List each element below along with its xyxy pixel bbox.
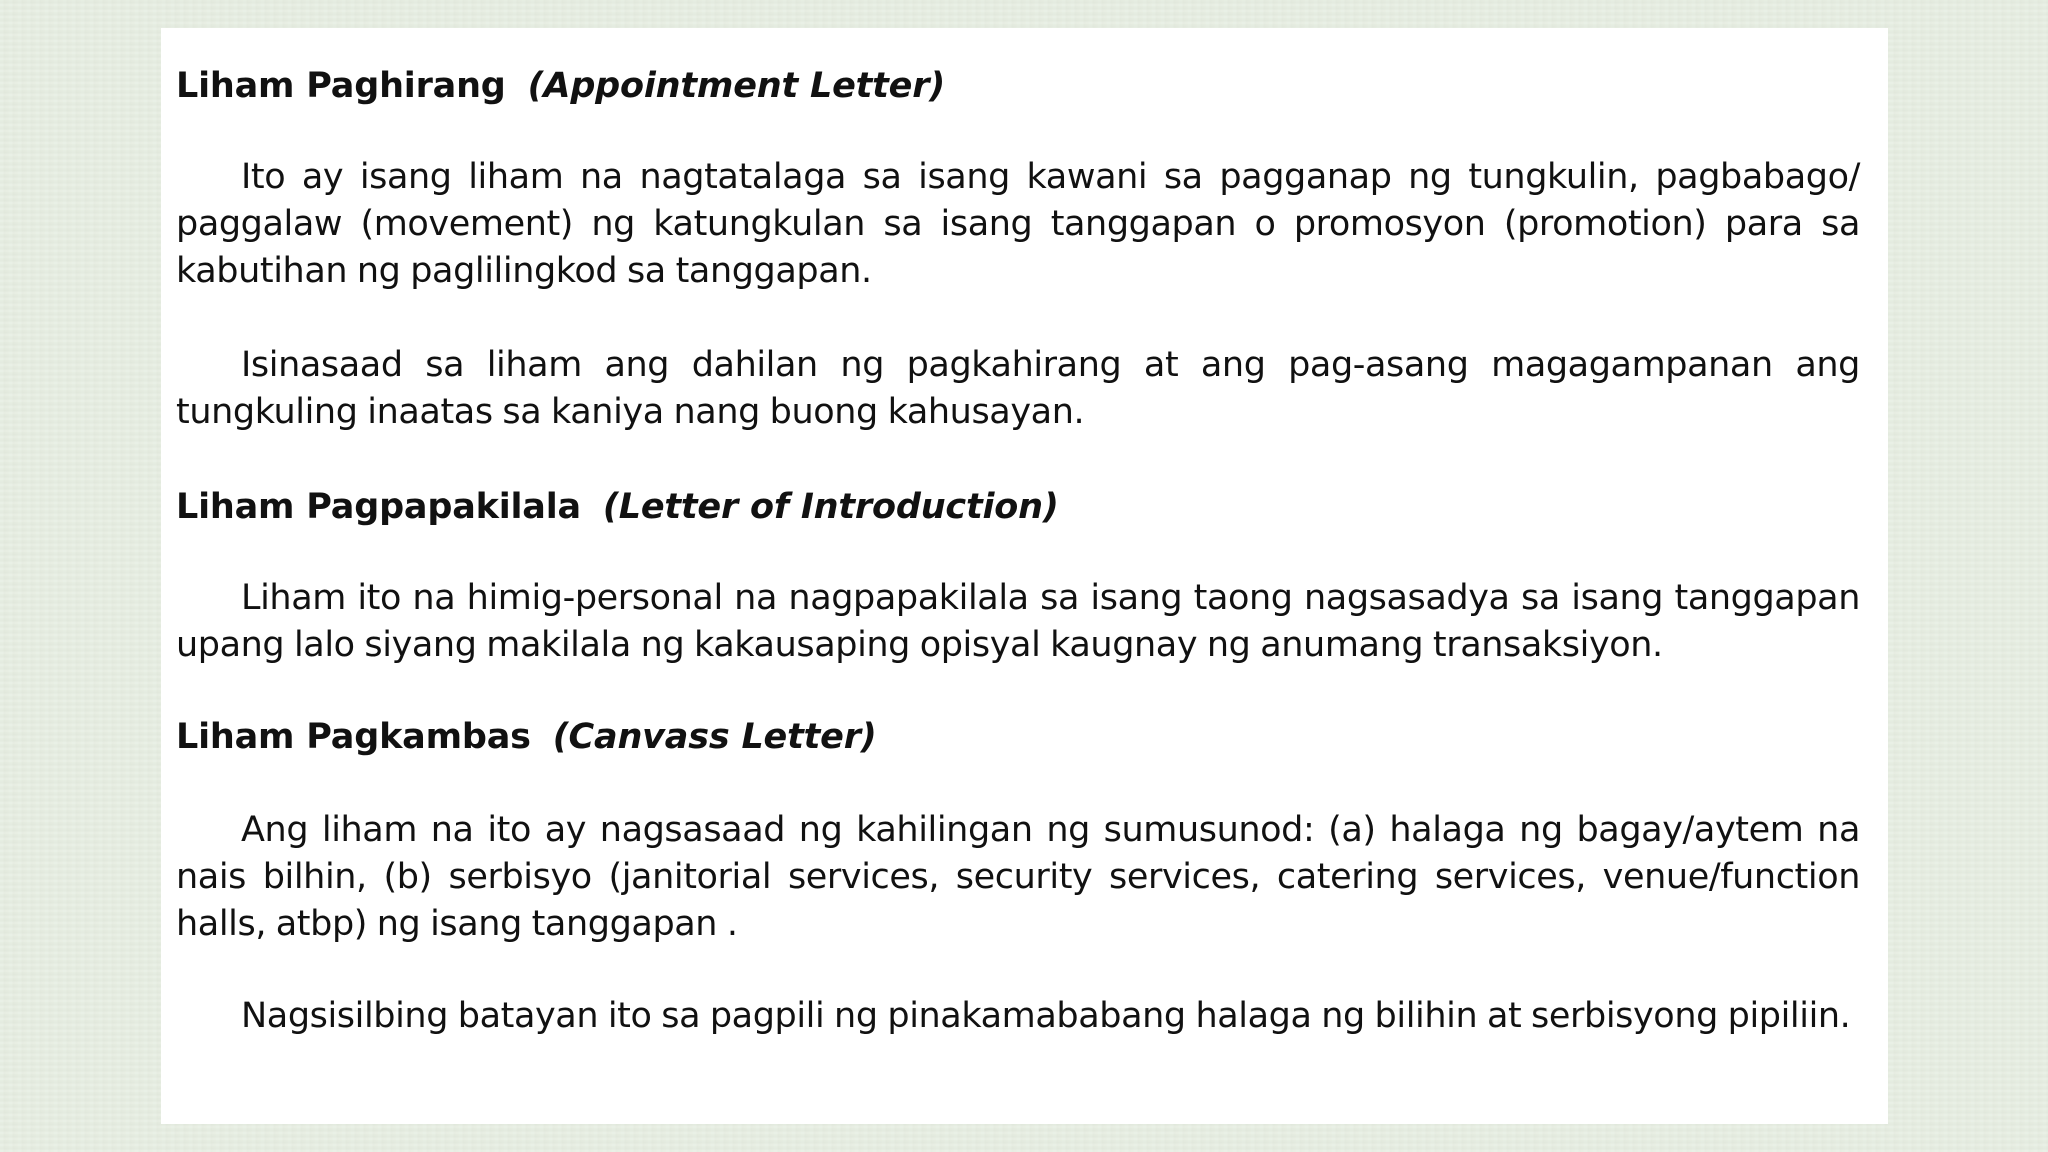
paragraph-appointment-purpose: Isinasaad sa liham ang dahilan ng pagkahirang at ang pag-asang magagampanan ang tungkuling inaatas sa kaniya nang buong kahusayan.	[176, 345, 1860, 432]
document-page	[161, 28, 1888, 1124]
heading-title: Liham Pagpapakilala	[176, 487, 581, 527]
heading-title: Liham Pagkambas	[176, 717, 531, 757]
paragraph-appointment-definition: Ito ay isang liham na nagtatalaga sa isang kawani sa pagganap ng tungkulin, pagbabago/ paggalaw (movement) ng katungkulan sa isang tanggapan o promosyon (promotion) para sa kabutihan ng paglilingkod sa tanggapan.	[176, 157, 1860, 291]
heading-english-title: (Letter of Introduction)	[602, 487, 1059, 527]
heading-title: Liham Paghirang	[176, 66, 506, 106]
heading-appointment-letter	[176, 62, 1860, 110]
heading-english-title: (Appointment Letter)	[527, 66, 946, 106]
heading-canvass-letter	[176, 713, 1860, 761]
paragraph-introduction-definition: Liham ito na himig-personal na nagpapakilala sa isang taong nagsasadya sa isang tanggapan upang lalo siyang makilala ng kakausaping opisyal kaugnay ng anumang transaksiyon.	[176, 578, 1860, 665]
heading-letter-of-introduction	[176, 483, 1860, 531]
paragraph-canvass-purpose: Nagsisilbing batayan ito sa pagpili ng pinakamababang halaga ng bilihin at serbisyong pipiliin.	[241, 996, 1851, 1036]
heading-english-title: (Canvass Letter)	[552, 717, 877, 757]
paragraph-canvass-definition: Ang liham na ito ay nagsasaad ng kahilingan ng sumusunod: (a) halaga ng bagay/aytem na nais bilhin, (b) serbisyo (janitorial services, security services, catering services, venue/function halls, atbp) ng isang tanggapan .	[176, 810, 1860, 944]
